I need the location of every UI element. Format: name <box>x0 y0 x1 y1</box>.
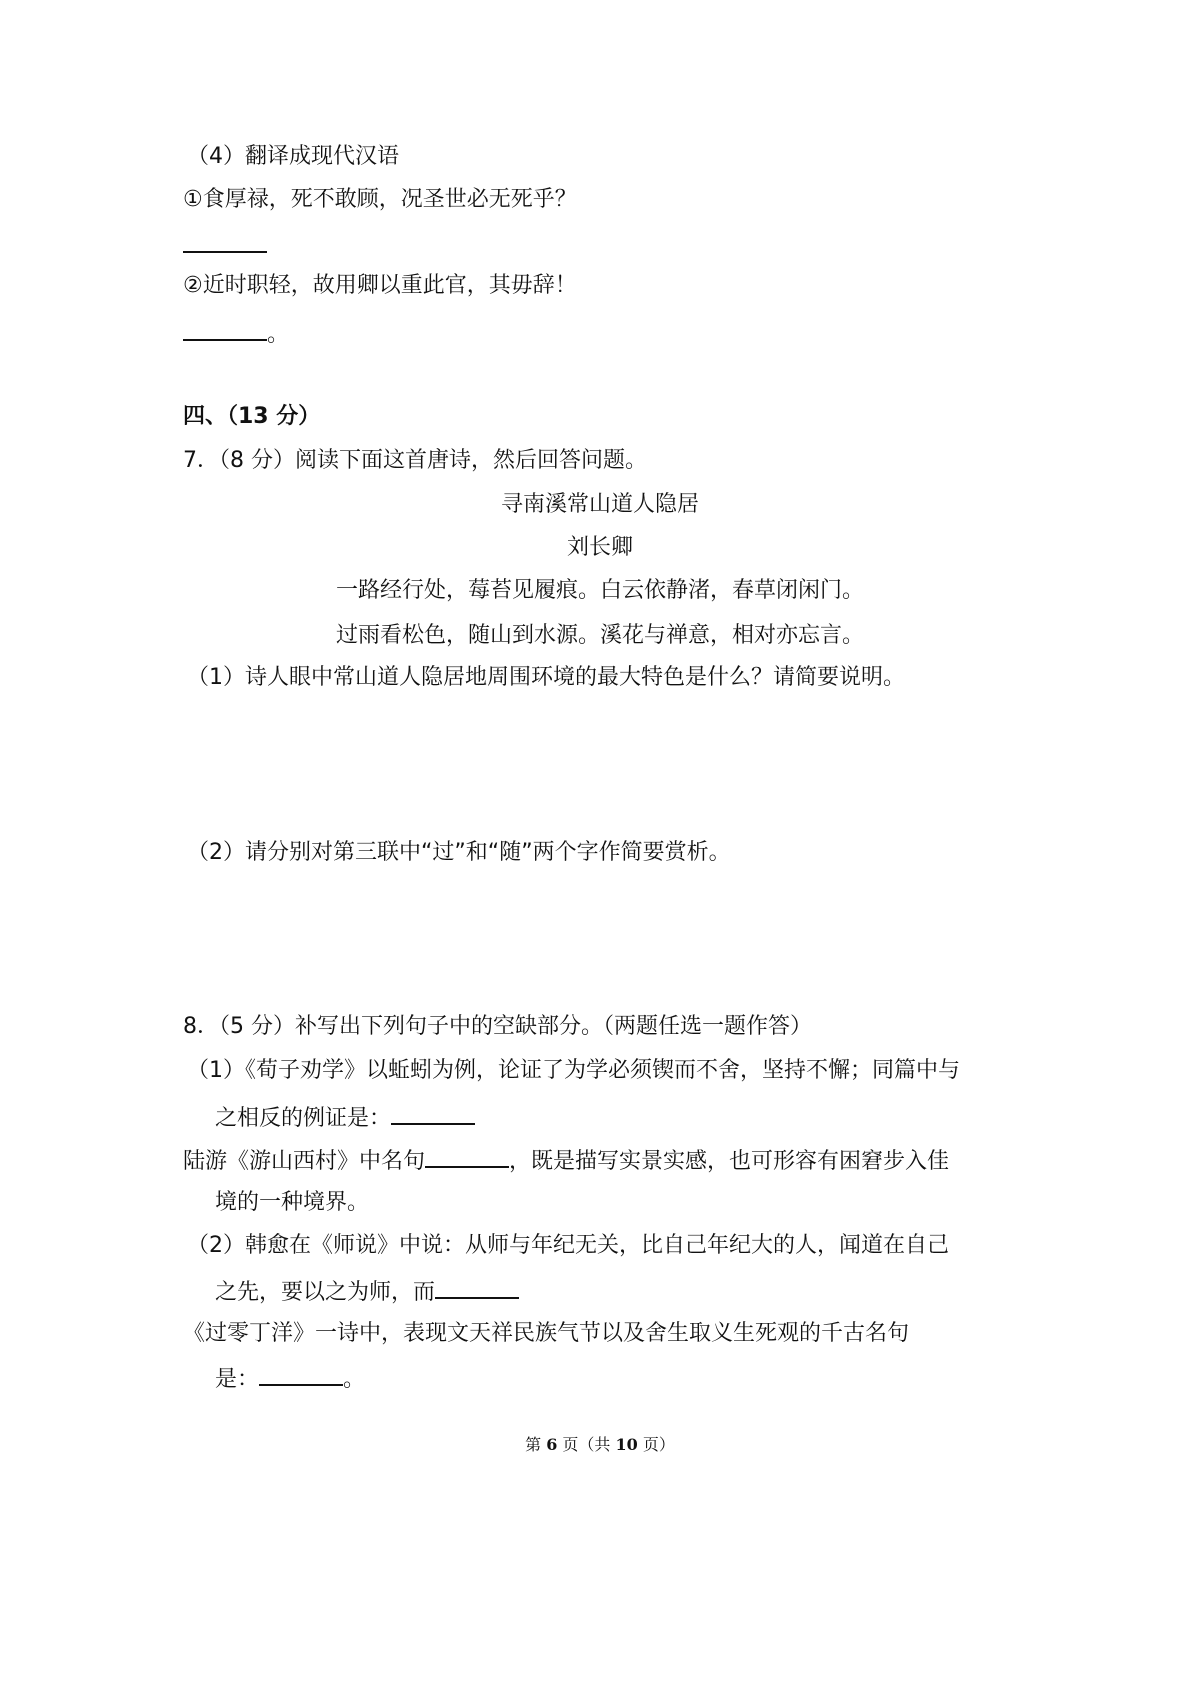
poem-line-2: 过雨看松色，随山到水源。溪花与禅意，相对亦忘言。 <box>335 623 864 648</box>
answer-blank-2[interactable] <box>183 317 267 341</box>
answer-blank-1-line <box>183 229 267 262</box>
section-4-heading: 四、（13 分） <box>183 404 321 429</box>
q4-title: （4）翻译成现代汉语 <box>187 144 399 169</box>
q8-sub-2b-line-2-text: 是： <box>215 1367 260 1392</box>
q8-sub-1b-line-1 <box>183 1144 949 1177</box>
answer-blank-6[interactable] <box>259 1362 343 1386</box>
q8-sub-2b-line-2 <box>215 1362 365 1395</box>
footer-suffix: 页） <box>637 1435 675 1454</box>
answer-blank-1[interactable] <box>183 229 267 253</box>
answer-blank-4[interactable] <box>425 1144 509 1168</box>
footer-current-page: 6 <box>546 1435 558 1454</box>
footer-prefix: 第 <box>525 1435 547 1454</box>
q8-sub-1-line-2 <box>215 1101 475 1134</box>
answer-blank-2-period: 。 <box>267 322 290 347</box>
poem-author: 刘长卿 <box>566 535 633 560</box>
footer-middle: 页（共 <box>557 1435 616 1454</box>
q8-sub-2b-line-1: 《过零丁洋》一诗中，表现文天祥民族气节以及舍生取义生死观的千古名句 <box>183 1321 910 1346</box>
translate-sentence-1: ①食厚禄，死不敢顾，况圣世必无死乎？ <box>183 187 577 212</box>
answer-blank-6-period: 。 <box>343 1367 366 1392</box>
answer-blank-3[interactable] <box>391 1101 475 1125</box>
translate-sentence-2: ②近时职轻，故用卿以重此官，其毋辞！ <box>183 273 577 298</box>
q8-sub-1-line-1: （1）《荀子劝学》以蚯蚓为例，论证了为学必须锲而不舍，坚持不懈；同篇中与 <box>187 1058 960 1083</box>
q8-stem: 8．（5 分）补写出下列句子中的空缺部分。（两题任选一题作答） <box>183 1014 812 1039</box>
q8-sub-2-line-1: （2）韩愈在《师说》中说：从师与年纪无关，比自己年纪大的人，闻道在自己 <box>187 1233 949 1258</box>
q8-sub-1b-line-1-b: ，既是描写实景实感，也可形容有困窘步入佳 <box>509 1149 950 1174</box>
poem-line-1: 一路经行处，莓苔见履痕。白云依静渚，春草闭闲门。 <box>335 578 864 603</box>
q7-sub-2: （2）请分别对第三联中“过”和“随”两个字作简要赏析。 <box>187 840 731 865</box>
answer-blank-5[interactable] <box>435 1275 519 1299</box>
poem-title: 寻南溪常山道人隐居 <box>500 492 699 517</box>
page-footer <box>0 1435 1200 1455</box>
q7-stem: 7．（8 分）阅读下面这首唐诗，然后回答问题。 <box>183 448 647 473</box>
footer-total-pages: 10 <box>615 1435 638 1454</box>
q8-sub-2-line-2-text: 之先，要以之为师，而 <box>215 1280 436 1305</box>
answer-blank-2-line <box>183 317 289 350</box>
q8-sub-1b-line-2: 境的一种境界。 <box>215 1190 370 1215</box>
q8-sub-1b-line-1-a: 陆游《游山西村》中名句 <box>183 1149 426 1174</box>
q8-sub-1-line-2-text: 之相反的例证是： <box>215 1106 392 1131</box>
q8-sub-2-line-2 <box>215 1275 519 1308</box>
q7-sub-1: （1）诗人眼中常山道人隐居地周围环境的最大特色是什么？请简要说明。 <box>187 665 905 690</box>
